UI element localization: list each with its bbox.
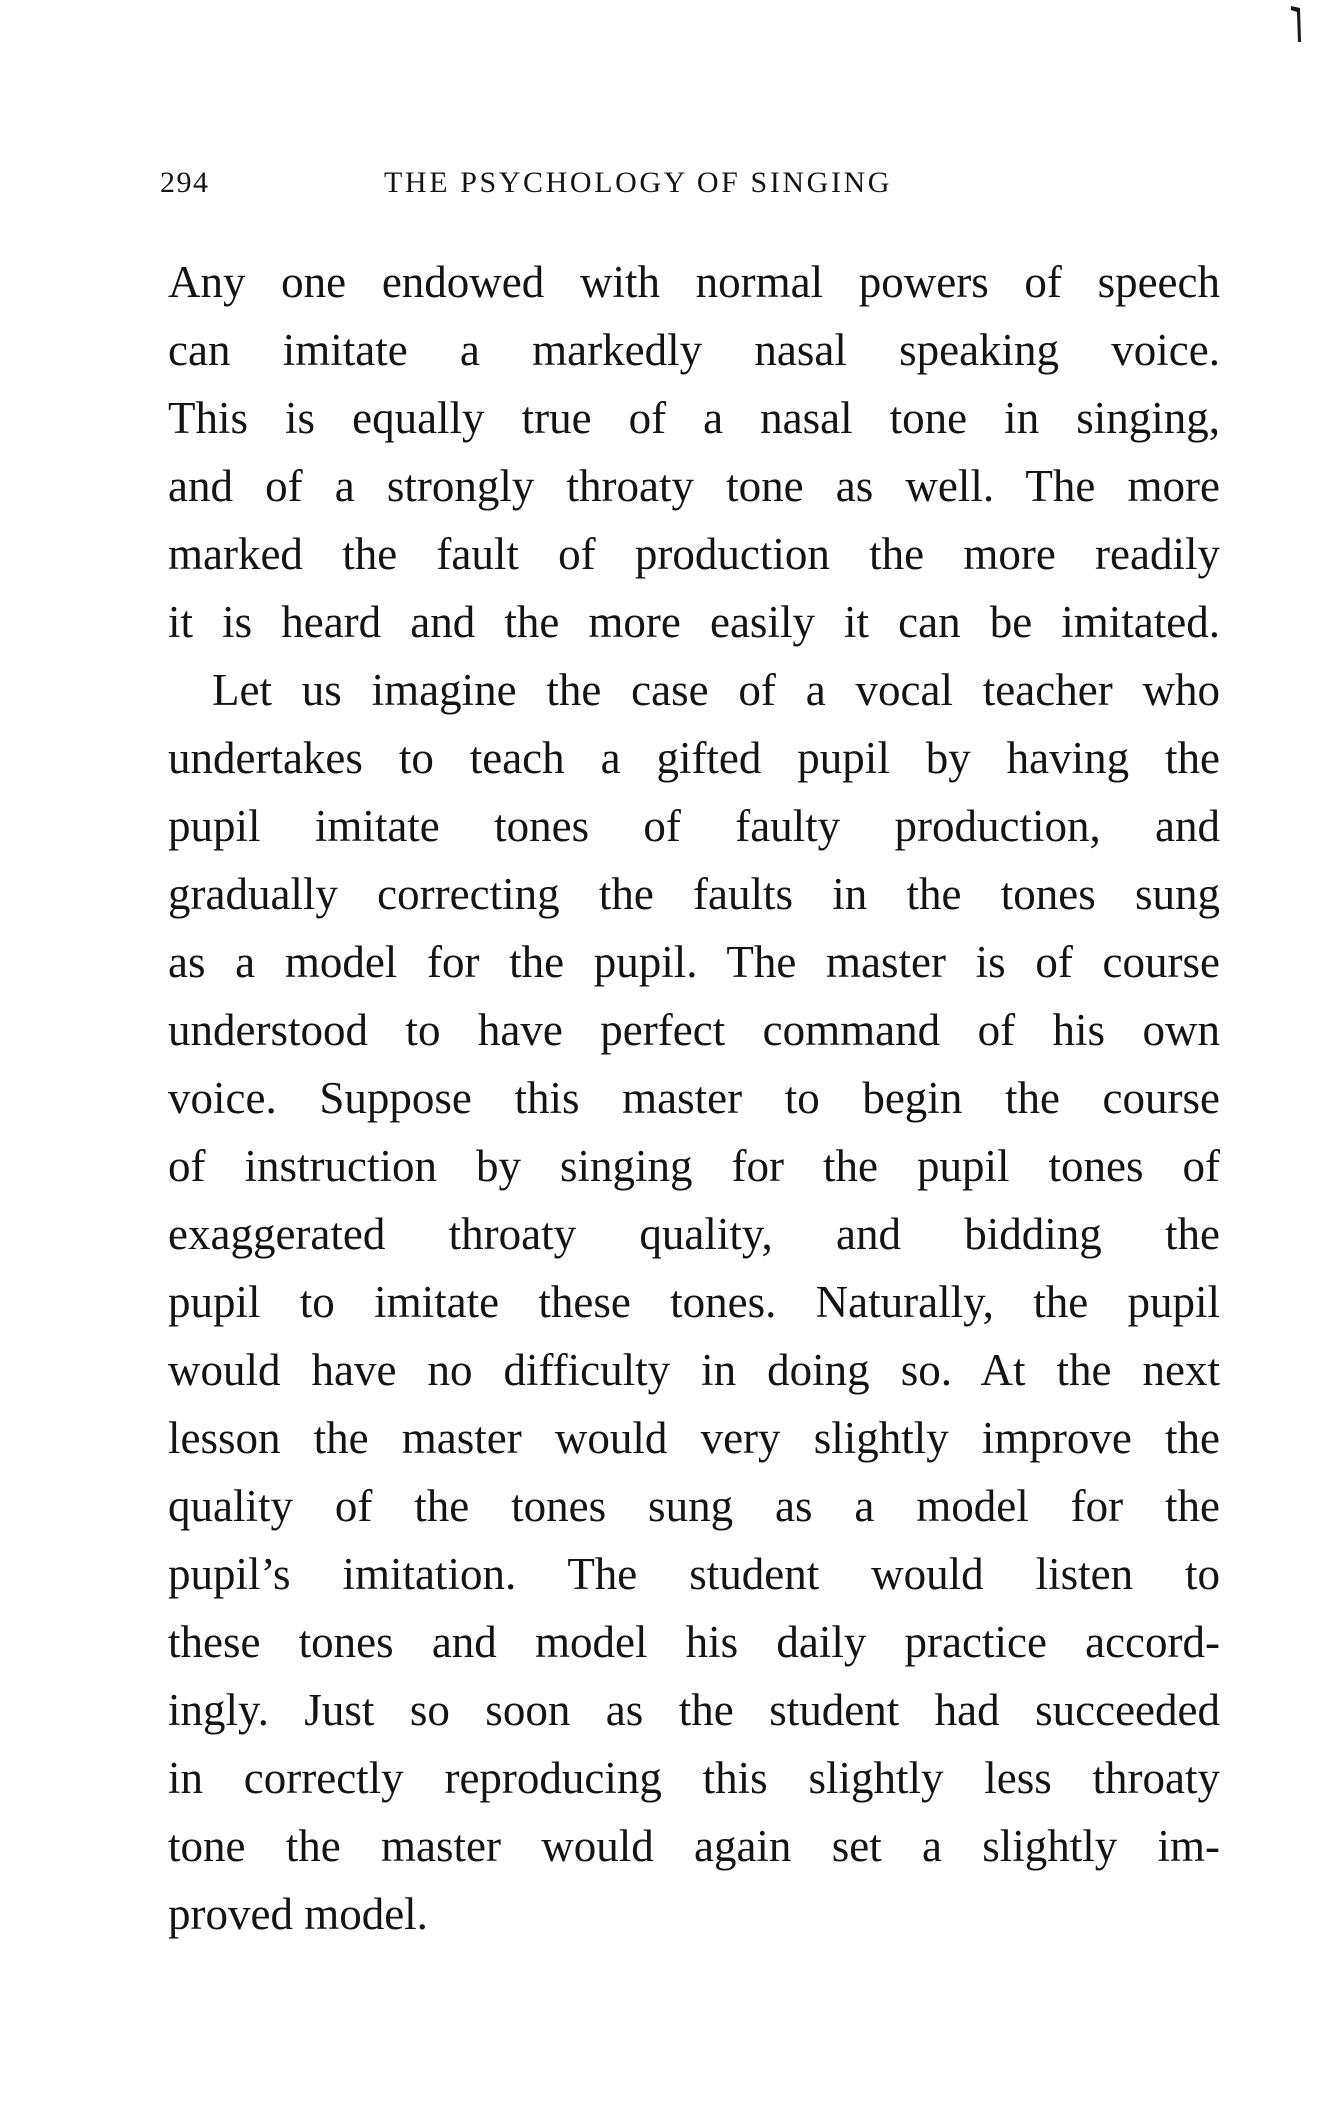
- page-corner-mark: [1290, 4, 1304, 44]
- paragraph-2: [168, 656, 1220, 1948]
- text-line: exaggerated throaty quality, and bidding the: [168, 1209, 1220, 1259]
- text-line: quality of the tones sung as a model for the: [168, 1481, 1220, 1531]
- text-line: understood to have perfect command of his own: [168, 1005, 1220, 1055]
- text-line: pupil’s imitation. The student would listen to: [168, 1549, 1220, 1599]
- text-line: Let us imagine the case of a vocal teacher who: [212, 665, 1220, 715]
- text-line: Any one endowed with normal powers of speech: [168, 257, 1220, 307]
- text-line: pupil to imitate these tones. Naturally, the pupil: [168, 1277, 1220, 1327]
- body-text: [168, 248, 1220, 1948]
- text-line: pupil imitate tones of faulty production, and: [168, 801, 1220, 851]
- text-line: as a model for the pupil. The master is of course: [168, 937, 1220, 987]
- paragraph-1: [168, 248, 1220, 656]
- text-line: tone the master would again set a slightly im-: [168, 1821, 1220, 1871]
- text-line: This is equally true of a nasal tone in singing,: [168, 393, 1220, 443]
- text-line: in correctly reproducing this slightly less throaty: [168, 1753, 1220, 1803]
- text-line: undertakes to teach a gifted pupil by having the: [168, 733, 1220, 783]
- text-line: lesson the master would very slightly improve the: [168, 1413, 1220, 1463]
- running-title: THE PSYCHOLOGY OF SINGING: [384, 166, 893, 199]
- text-line: would have no difficulty in doing so. At the next: [168, 1345, 1220, 1395]
- text-line: proved model.: [168, 1889, 428, 1939]
- text-line: ingly. Just so soon as the student had succeeded: [168, 1685, 1220, 1735]
- text-line: can imitate a markedly nasal speaking voice.: [168, 325, 1220, 375]
- text-line: it is heard and the more easily it can be imitated.: [168, 597, 1220, 647]
- running-head: [160, 166, 1000, 210]
- text-line: these tones and model his daily practice accord-: [168, 1617, 1220, 1667]
- text-line: marked the fault of production the more readily: [168, 529, 1220, 579]
- text-line: voice. Suppose this master to begin the course: [168, 1073, 1220, 1123]
- text-line: and of a strongly throaty tone as well. The more: [168, 461, 1220, 511]
- text-line: gradually correcting the faults in the tones sung: [168, 869, 1220, 919]
- text-line: of instruction by singing for the pupil tones of: [168, 1141, 1220, 1191]
- page-number: 294: [160, 166, 210, 199]
